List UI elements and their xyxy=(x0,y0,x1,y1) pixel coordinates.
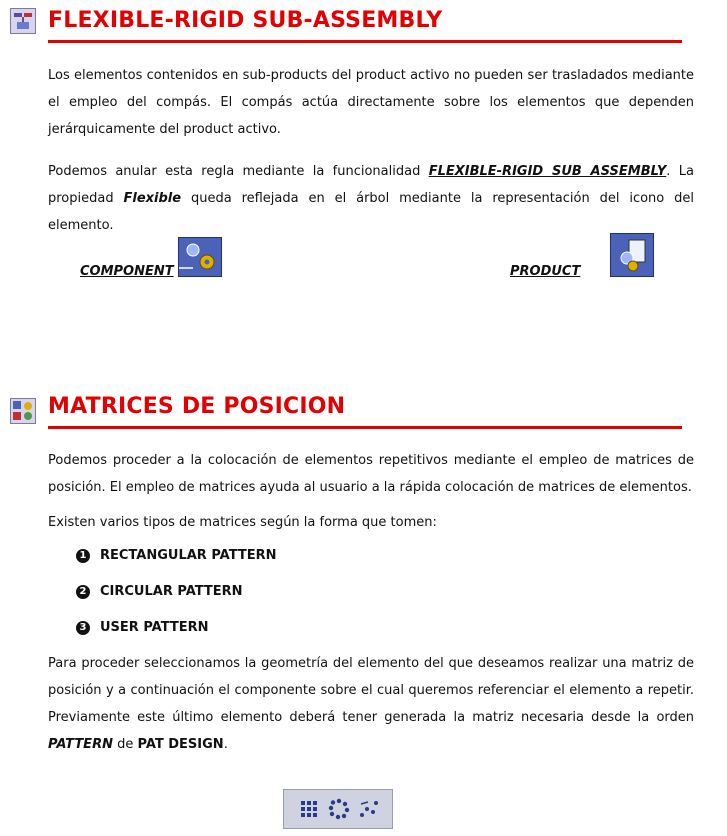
section2-paragraph-1: Podemos proceder a la colocación de elementos repetitivos mediante el empleo de matrices de posición. El empleo de matrices ayuda al usuario a la rápida colocación de matrices de elementos. xyxy=(48,453,694,495)
user-pattern-icon[interactable] xyxy=(358,798,380,820)
rectangular-pattern-icon[interactable] xyxy=(298,798,320,820)
bullet-number: 1 xyxy=(76,549,90,563)
list-item-rectangular: 1 RECTANGULAR PATTERN xyxy=(76,548,277,563)
assembly-icon xyxy=(10,8,36,34)
flexible-rigid-link: FLEXIBLE-RIGID SUB ASSEMBLY xyxy=(428,164,667,179)
section1-paragraph-1: Los elementos contenidos en sub-products del product activo no pueden ser trasladados mediante el empleo del compás. El compás actúa directamente sobre los elementos que dependen jerárquicamente del product activo. xyxy=(48,68,694,137)
circular-pattern-icon[interactable] xyxy=(328,798,350,820)
section1-rule xyxy=(48,40,682,43)
list-item-user: 3 USER PATTERN xyxy=(76,620,209,635)
bullet-number: 3 xyxy=(76,621,90,635)
component-label: COMPONENT xyxy=(80,264,174,279)
list-item-circular: 2 CIRCULAR PATTERN xyxy=(76,584,243,599)
bullet-number: 2 xyxy=(76,585,90,599)
section2-paragraph-2: Existen varios tipos de matrices según la forma que tomen: xyxy=(48,515,437,530)
product-label: PRODUCT xyxy=(510,264,581,279)
product-icon xyxy=(610,233,654,277)
pattern-toolbar xyxy=(283,789,393,829)
section2-title: MATRICES DE POSICION xyxy=(48,394,346,419)
section1-paragraph-2: Podemos anular esta regla mediante la funcionalidad FLEXIBLE-RIGID SUB ASSEMBLY. La propiedad Flexible queda reflejada en el árbol mediante la representación del icono del elemento. xyxy=(48,164,695,233)
section2-paragraph-3: Para proceder seleccionamos la geometría del elemento del que deseamos realizar una matriz de posición y a continuación el componente sobre el cual queremos referenciar el elemento a repetir. Previamente este último elemento deberá tener generada la matriz necesaria desde la orden PATTERN de PAT DESIGN. xyxy=(48,656,694,752)
pattern-icon xyxy=(10,398,36,424)
section2-rule xyxy=(48,426,682,429)
section1-title: FLEXIBLE-RIGID SUB-ASSEMBLY xyxy=(48,8,443,33)
component-icon xyxy=(178,237,222,277)
